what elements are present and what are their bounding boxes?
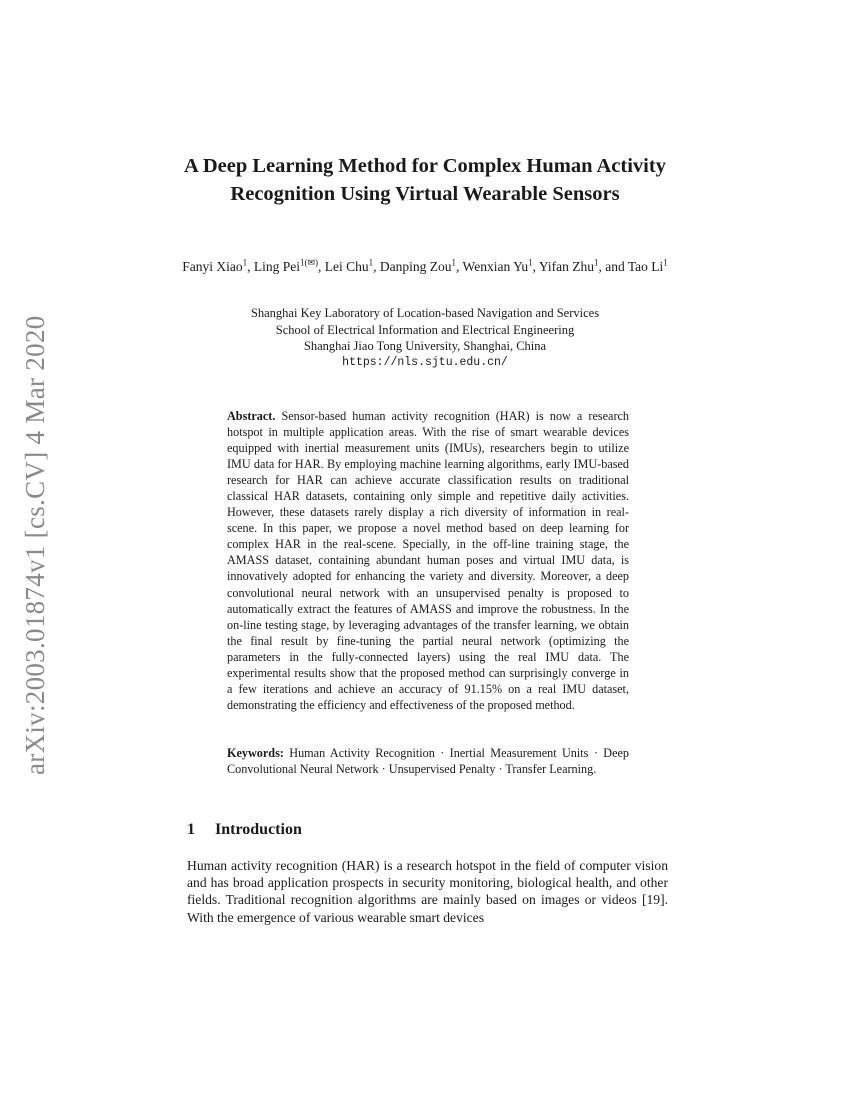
author-separator: , [532, 259, 539, 274]
author-name: Lei Chu [324, 259, 369, 274]
author-separator: , [247, 259, 254, 274]
author-affiliation-mark: 1(✉) [299, 257, 319, 268]
section-title: Introduction [215, 821, 302, 838]
author-separator: , [318, 259, 325, 274]
paper-title: A Deep Learning Method for Complex Human Activity Recognition Using Virtual Wearable Sensors [184, 155, 666, 205]
affiliation-university: Shanghai Jiao Tong University, Shanghai, China [303, 339, 547, 353]
keywords-text: Human Activity Recognition · Inertial Measurement Units · Deep Convolutional Neural Network · Unsupervised Penalty · Transfer Learning. [227, 746, 629, 777]
affiliation-block [170, 305, 680, 371]
author-separator: , [373, 259, 380, 274]
author-affiliation-mark: 1 [528, 257, 533, 268]
author-affiliation-mark: 1 [593, 257, 599, 268]
author-list [160, 258, 690, 276]
author-affiliation-mark: 1 [451, 257, 457, 268]
author-name: Yifan Zhu [538, 259, 594, 274]
keywords-label: Keywords: [227, 746, 284, 760]
author-separator: , [456, 259, 463, 274]
author-affiliation-mark: 1 [242, 257, 248, 268]
author-affiliation-mark: 1 [368, 257, 374, 268]
author-name: Fanyi Xiao [182, 259, 243, 274]
author-separator: , and [598, 259, 628, 274]
author-name: Tao Li [627, 259, 664, 274]
section-number: 1 [187, 821, 195, 838]
author-name: Ling Pei [253, 259, 300, 274]
abstract-label: Abstract. [227, 409, 276, 423]
abstract-paragraph [227, 408, 629, 713]
affiliation-lab: Shanghai Key Laboratory of Location-based Navigation and Services [250, 306, 600, 320]
affiliation-url-link[interactable]: https://nls.sjtu.edu.cn/ [342, 355, 508, 369]
affiliation-school: School of Electrical Information and Electrical Engineering [275, 322, 575, 337]
keywords-paragraph [227, 745, 629, 777]
abstract-text: Sensor-based human activity recognition (HAR) is now a research hotspot in multiple application areas. With the rise of smart wearable devices equipped with inertial measurement units (IMUs), researchers begin to utilize IMU data for HAR. By employing machine learning algorithms, early IMU-based research for HAR can achieve accurate classification results on traditional classical HAR datasets, containing only simple and repetitive daily activities. However, these datasets rarely display a rich diversity of information in real-scene. In this paper, we propose a novel method based on deep learning for complex HAR in the real-scene. Specially, in the off-line training stage, the AMASS dataset, containing abundant human poses and virtual IMU data, is innovatively adopted for enhancing the variety and diversity. Moreover, a deep convolutional neural network with an unsupervised penalty is proposed to automatically extract the features of AMASS and improve the robustness. In the on-line testing stage, by leveraging advantages of the transfer learning, we obtain the final result by fine-tuning the partial neural network (optimizing the parameters in the fully-connected layers) using the real IMU data. The experimental results show that the proposed method can surprisingly converge in a few iterations and achieve an accuracy of 91.15% on a real IMU dataset, demonstrating the efficiency and effectiveness of the proposed method. [227, 409, 630, 712]
arxiv-identifier-stamp: arXiv:2003.01874v1 [cs.CV] 4 Mar 2020 [20, 315, 50, 775]
author-name: Danping Zou [379, 259, 452, 274]
section-heading-introduction [187, 821, 667, 839]
introduction-paragraph: Human activity recognition (HAR) is a research hotspot in the field of computer vision and has broad application prospects in security monitoring, biological health, and other fields. Traditional recognition algorithms are mainly based on images or videos [19]. With the emergence of various wearable smart devices [187, 858, 668, 925]
author-name: Wenxian Yu [462, 259, 529, 274]
author-affiliation-mark: 1 [663, 257, 668, 268]
